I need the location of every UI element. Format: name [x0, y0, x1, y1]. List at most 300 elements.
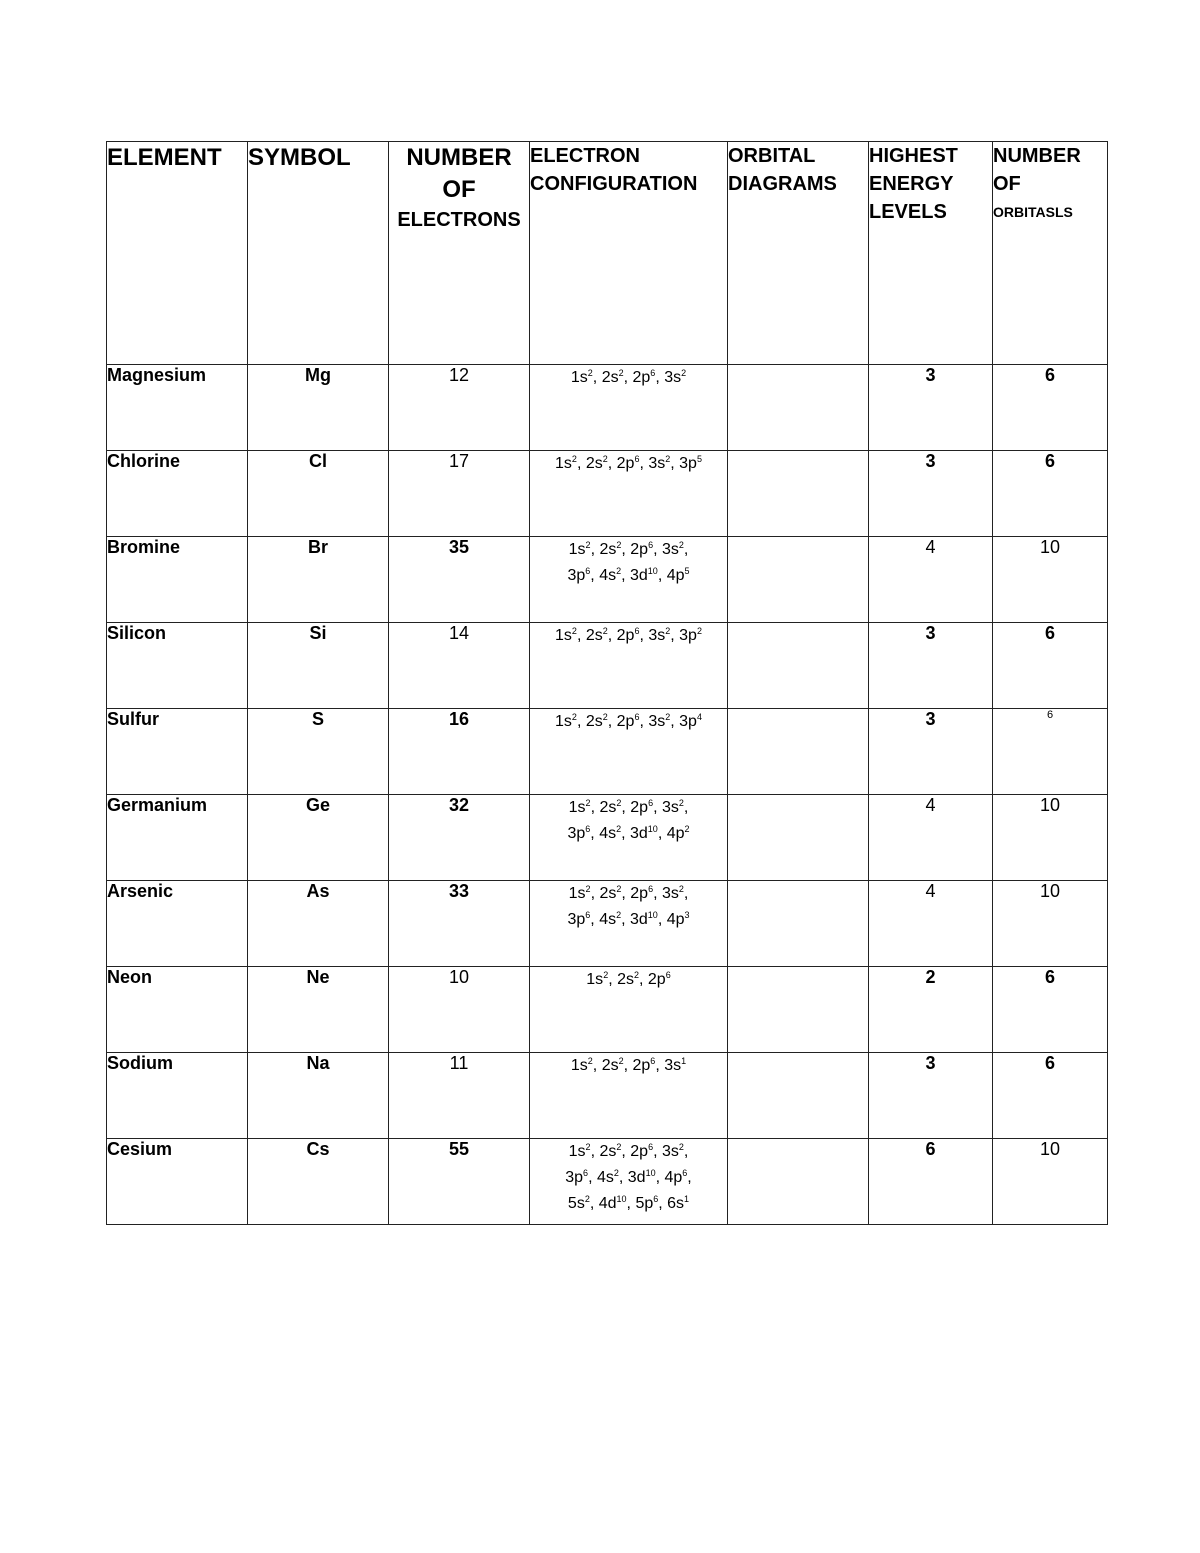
- orbital-label: 4s: [599, 911, 617, 928]
- orbital-label: 2p: [616, 713, 635, 730]
- element-name-cell: Sulfur: [107, 709, 248, 795]
- orbital-count-cell: 6: [993, 967, 1108, 1053]
- orbital-term: [630, 825, 658, 842]
- orbital-term: [648, 627, 670, 644]
- orbital-label: 2p: [632, 1057, 651, 1074]
- electron-configuration-cell: [530, 881, 728, 967]
- orbital-electron-count: 6: [585, 910, 591, 920]
- orbital-term: [664, 1169, 687, 1186]
- orbital-electron-count: 2: [678, 798, 684, 808]
- orbital-label: 3p: [679, 455, 697, 472]
- orbital-electron-count: 2: [602, 712, 608, 722]
- orbital-electron-count: 6: [682, 1168, 688, 1178]
- orbital-electron-count: 6: [650, 368, 656, 378]
- orbital-electron-count: 1: [681, 1056, 687, 1066]
- orbital-count-cell: 10: [993, 1139, 1108, 1225]
- orbital-term: [555, 627, 577, 644]
- header-element-label: ELEMENT: [107, 144, 222, 171]
- header-energy-line-3: LEVELS: [869, 201, 947, 223]
- table-row: [107, 881, 1108, 967]
- orbital-count-cell: 6: [993, 1053, 1108, 1139]
- electron-count-cell: 17: [389, 451, 530, 537]
- table-row: [107, 795, 1108, 881]
- orbital-label: 4p: [666, 567, 685, 584]
- element-symbol-cell: Cs: [248, 1139, 389, 1225]
- orbital-count-cell: 10: [993, 881, 1108, 967]
- header-electrons-line-2: OF: [442, 176, 476, 203]
- energy-level-cell: 3: [869, 1053, 993, 1139]
- orbital-term: [662, 799, 684, 816]
- configuration-line: $5s^2$, $4d^{10}$, $5p^6$, $6s^1$: [567, 1194, 690, 1212]
- orbital-term: [586, 455, 608, 472]
- configuration-line: $3p^6$, $4s^2$, $3d^{10}$, $4p^5$: [567, 566, 690, 584]
- orbital-label: 3p: [565, 1169, 584, 1186]
- orbital-label: 3p: [567, 911, 586, 928]
- orbital-electron-count: 2: [616, 824, 622, 834]
- orbital-electron-count: 6: [634, 626, 640, 636]
- orbital-electron-count: 2: [571, 454, 577, 464]
- electron-count-cell: 11: [389, 1053, 530, 1139]
- orbital-term: [567, 825, 590, 842]
- header-row: [107, 142, 1108, 365]
- orbital-electron-count: 2: [584, 1194, 590, 1204]
- element-symbol-cell: Mg: [248, 365, 389, 451]
- header-diagrams-line-2: DIAGRAMS: [728, 173, 837, 195]
- orbital-electron-count: 5: [696, 454, 702, 464]
- orbital-electron-count: 2: [587, 368, 593, 378]
- orbital-label: 2p: [616, 627, 635, 644]
- electron-configuration-cell: [530, 1139, 728, 1225]
- orbital-electron-count: 1: [684, 1194, 690, 1204]
- configuration-line: $1s^2$, $2s^2$, $2p^6$, $3s^2$,: [568, 540, 689, 558]
- orbital-term: [630, 567, 658, 584]
- orbital-term: [599, 799, 621, 816]
- element-name-cell: Sodium: [107, 1053, 248, 1139]
- orbital-label: 2p: [630, 885, 649, 902]
- orbital-electron-count: 6: [583, 1168, 589, 1178]
- orbital-electron-count: 2: [616, 566, 622, 576]
- element-symbol-cell: Ne: [248, 967, 389, 1053]
- orbital-label: 3d: [630, 911, 648, 928]
- orbital-label: 3p: [567, 825, 586, 842]
- orbital-label: 2s: [585, 713, 603, 730]
- element-symbol-cell: Si: [248, 623, 389, 709]
- orbital-label: 2s: [585, 627, 603, 644]
- orbital-term: [648, 713, 670, 730]
- header-config-line-2: CONFIGURATION: [530, 173, 698, 195]
- orbital-electron-count: 2: [585, 884, 591, 894]
- orbital-term: [628, 1169, 656, 1186]
- electron-configuration-cell: [530, 795, 728, 881]
- header-electron-configuration: [530, 142, 728, 365]
- orbital-electron-count: 3: [684, 910, 690, 920]
- element-name-cell: Neon: [107, 967, 248, 1053]
- orbital-diagram-cell: [728, 1139, 869, 1225]
- orbital-term: [567, 911, 590, 928]
- orbital-term: [599, 911, 621, 928]
- orbital-label: 1s: [568, 885, 586, 902]
- orbital-label: 4s: [599, 825, 617, 842]
- orbital-term: [586, 713, 608, 730]
- header-electrons-line-3: ELECTRONS: [397, 209, 521, 231]
- orbital-term: [667, 1195, 689, 1212]
- configuration-line: $1s^2$, $2s^2$, $2p^6$, $3s^2$, $3p^4$: [555, 712, 702, 730]
- orbital-count-cell: 10: [993, 795, 1108, 881]
- orbital-term: [602, 1057, 624, 1074]
- orbital-term: [571, 1057, 593, 1074]
- orbital-label: 1s: [570, 369, 588, 386]
- orbital-label: 4p: [666, 911, 685, 928]
- orbital-electron-count: 2: [678, 540, 684, 550]
- orbital-label: 2p: [630, 1143, 649, 1160]
- orbital-label: 2s: [599, 799, 617, 816]
- orbital-term: [635, 1195, 658, 1212]
- configuration-line: $3p^6$, $4s^2$, $3d^{10}$, $4p^6$,: [565, 1168, 692, 1186]
- orbital-label: 2s: [617, 971, 634, 988]
- header-highest-energy-levels: [869, 142, 993, 365]
- electron-count-cell: 12: [389, 365, 530, 451]
- orbital-electron-count: 2: [634, 970, 640, 980]
- orbital-term: [555, 713, 577, 730]
- orbital-electron-count: 2: [678, 1142, 684, 1152]
- orbital-term: [569, 799, 591, 816]
- table-row: [107, 967, 1108, 1053]
- orbital-term: [617, 627, 640, 644]
- orbital-electron-count: 10: [616, 1194, 627, 1204]
- orbital-term: [679, 713, 702, 730]
- orbital-term: [569, 541, 591, 558]
- orbital-electron-count: 6: [648, 798, 654, 808]
- orbital-label: 3p: [679, 713, 697, 730]
- orbital-electron-count: 10: [647, 910, 658, 920]
- element-name-cell: Bromine: [107, 537, 248, 623]
- orbital-term: [630, 1143, 653, 1160]
- electron-configuration-cell: [530, 451, 728, 537]
- orbital-electron-count: 2: [585, 540, 591, 550]
- orbital-label: 3s: [661, 1143, 679, 1160]
- electron-count-cell: 10: [389, 967, 530, 1053]
- orbital-electron-count: 2: [613, 1168, 619, 1178]
- orbital-term: [633, 369, 656, 386]
- orbital-label: 4d: [598, 1195, 617, 1212]
- orbital-term: [617, 713, 640, 730]
- electron-configuration-cell: [530, 623, 728, 709]
- orbital-electron-count: 6: [634, 712, 640, 722]
- configuration-line: $1s^2$, $2s^2$, $2p^6$, $3s^2$,: [568, 798, 689, 816]
- header-number-of-orbitals: [993, 142, 1108, 365]
- orbital-term: [599, 825, 621, 842]
- orbital-term: [586, 627, 608, 644]
- orbital-electron-count: 6: [650, 1056, 656, 1066]
- orbital-term: [667, 911, 690, 928]
- orbital-electron-count: 10: [645, 1168, 656, 1178]
- orbital-term: [667, 825, 690, 842]
- orbital-electron-count: 6: [585, 566, 591, 576]
- orbital-term: [630, 885, 653, 902]
- header-energy-line-1: HIGHEST: [869, 145, 958, 167]
- orbital-term: [599, 885, 621, 902]
- orbital-diagram-cell: [728, 1053, 869, 1139]
- energy-level-cell: 3: [869, 623, 993, 709]
- header-orbitals-line-3: ORBITASLS: [993, 204, 1073, 220]
- element-name-cell: Silicon: [107, 623, 248, 709]
- orbital-term: [597, 1169, 619, 1186]
- orbital-term: [633, 1057, 656, 1074]
- orbital-electron-count: 2: [571, 712, 577, 722]
- orbital-label: 3p: [567, 567, 586, 584]
- orbital-label: 3d: [630, 825, 648, 842]
- orbital-electron-count: 2: [616, 540, 622, 550]
- orbital-electron-count: 2: [587, 1056, 593, 1066]
- element-symbol-cell: S: [248, 709, 389, 795]
- orbital-label: 1s: [570, 1057, 588, 1074]
- orbital-term: [565, 1169, 588, 1186]
- orbital-electron-count: 4: [696, 712, 702, 722]
- orbital-term: [555, 455, 577, 472]
- configuration-line: $3p^6$, $4s^2$, $3d^{10}$, $4p^3$: [567, 910, 690, 928]
- orbital-term: [599, 541, 621, 558]
- element-name-cell: Chlorine: [107, 451, 248, 537]
- orbital-label: 3s: [664, 1057, 682, 1074]
- header-element: [107, 142, 248, 365]
- orbital-electron-count: 2: [603, 970, 609, 980]
- header-orbitals-line-2: OF: [993, 173, 1021, 195]
- orbital-term: [602, 369, 624, 386]
- orbital-electron-count: 6: [648, 884, 654, 894]
- orbital-count-cell: 6: [993, 451, 1108, 537]
- orbital-term: [586, 971, 608, 988]
- element-name-cell: Germanium: [107, 795, 248, 881]
- header-symbol-label: SYMBOL: [248, 144, 351, 171]
- orbital-label: 3s: [648, 455, 666, 472]
- header-electrons-line-1: NUMBER: [406, 144, 512, 171]
- orbital-electron-count: 2: [585, 1142, 591, 1152]
- orbital-electron-count: 2: [616, 910, 622, 920]
- orbital-term: [630, 541, 653, 558]
- orbital-term: [664, 1057, 686, 1074]
- orbital-label: 2p: [630, 799, 649, 816]
- orbital-electron-count: 2: [618, 368, 624, 378]
- orbital-label: 2p: [632, 369, 651, 386]
- header-orbital-diagrams: [728, 142, 869, 365]
- orbital-term: [599, 567, 621, 584]
- orbital-term: [630, 799, 653, 816]
- orbital-label: 2s: [601, 369, 619, 386]
- configuration-line: $1s^2$, $2s^2$, $2p^6$, $3s^1$: [570, 1056, 687, 1074]
- configuration-line: $1s^2$, $2s^2$, $2p^6$, $3s^2$,: [568, 1142, 689, 1160]
- orbital-electron-count: 6: [585, 824, 591, 834]
- orbital-count-cell: 6: [993, 709, 1108, 795]
- orbital-label: 1s: [555, 455, 572, 472]
- orbital-label: 3s: [661, 799, 679, 816]
- element-table: [106, 141, 1108, 1225]
- electron-count-cell: 33: [389, 881, 530, 967]
- orbital-label: 5s: [567, 1195, 585, 1212]
- orbital-label: 2p: [630, 541, 649, 558]
- orbital-label: 1s: [568, 799, 586, 816]
- orbital-electron-count: 6: [653, 1194, 659, 1204]
- orbital-diagram-cell: [728, 623, 869, 709]
- energy-level-cell: 3: [869, 365, 993, 451]
- energy-level-cell: 3: [869, 709, 993, 795]
- orbital-electron-count: 2: [681, 368, 687, 378]
- orbital-count-cell: 10: [993, 537, 1108, 623]
- electron-configuration-cell: [530, 1053, 728, 1139]
- header-number-of-electrons: [389, 142, 530, 365]
- electron-configuration-cell: [530, 709, 728, 795]
- orbital-term: [568, 1195, 590, 1212]
- orbital-electron-count: 2: [585, 798, 591, 808]
- orbital-diagram-cell: [728, 537, 869, 623]
- orbital-electron-count: 6: [634, 454, 640, 464]
- orbital-label: 3s: [648, 627, 666, 644]
- orbital-diagram-cell: [728, 881, 869, 967]
- orbital-term: [664, 369, 686, 386]
- orbital-diagram-cell: [728, 365, 869, 451]
- electron-count-cell: 55: [389, 1139, 530, 1225]
- table-row: [107, 451, 1108, 537]
- orbital-label: 3s: [664, 369, 682, 386]
- energy-level-cell: 2: [869, 967, 993, 1053]
- orbital-label: 3s: [661, 885, 679, 902]
- orbital-label: 2p: [647, 971, 666, 988]
- configuration-line: $1s^2$, $2s^2$, $2p^6$, $3s^2$: [570, 368, 687, 386]
- orbital-diagram-cell: [728, 451, 869, 537]
- orbital-label: 2s: [601, 1057, 619, 1074]
- orbital-label: 2s: [585, 455, 603, 472]
- orbital-electron-count: 2: [571, 626, 577, 636]
- orbital-count-cell: 6: [993, 365, 1108, 451]
- table-body: [107, 365, 1108, 1225]
- orbital-label: 3d: [627, 1169, 646, 1186]
- table-row: [107, 1139, 1108, 1225]
- orbital-label: 6s: [667, 1195, 685, 1212]
- element-symbol-cell: Br: [248, 537, 389, 623]
- orbital-electron-count: 2: [696, 626, 702, 636]
- orbital-term: [599, 1195, 627, 1212]
- configuration-line: $1s^2$, $2s^2$, $2p^6$: [586, 970, 671, 988]
- orbital-diagram-cell: [728, 795, 869, 881]
- orbital-label: 1s: [568, 541, 586, 558]
- orbital-term: [662, 1143, 684, 1160]
- orbital-electron-count: 2: [665, 712, 671, 722]
- orbital-label: 4s: [599, 567, 617, 584]
- configuration-line: $1s^2$, $2s^2$, $2p^6$, $3s^2$, $3p^5$: [555, 454, 702, 472]
- electron-configuration-cell: [530, 537, 728, 623]
- orbital-electron-count: 2: [616, 798, 622, 808]
- orbital-label: 2s: [599, 885, 617, 902]
- orbital-electron-count: 6: [665, 970, 671, 980]
- orbital-label: 1s: [555, 713, 572, 730]
- orbital-label: 3p: [679, 627, 697, 644]
- element-symbol-cell: Na: [248, 1053, 389, 1139]
- orbital-term: [648, 971, 671, 988]
- orbital-diagram-cell: [728, 967, 869, 1053]
- electron-count-cell: 16: [389, 709, 530, 795]
- orbital-label: 1s: [586, 971, 604, 988]
- orbital-electron-count: 2: [616, 884, 622, 894]
- energy-level-cell: 4: [869, 881, 993, 967]
- orbital-electron-count: 2: [678, 884, 684, 894]
- element-name-cell: Cesium: [107, 1139, 248, 1225]
- orbital-electron-count: 6: [648, 540, 654, 550]
- orbital-electron-count: 10: [647, 566, 658, 576]
- orbital-label: 4p: [666, 825, 685, 842]
- orbital-term: [569, 885, 591, 902]
- orbital-label: 3s: [661, 541, 679, 558]
- table-row: [107, 365, 1108, 451]
- orbital-electron-count: 6: [648, 1142, 654, 1152]
- table-row: [107, 709, 1108, 795]
- orbital-label: 1s: [555, 627, 572, 644]
- orbital-term: [630, 911, 658, 928]
- orbital-electron-count: 10: [647, 824, 658, 834]
- orbital-term: [648, 455, 670, 472]
- orbital-term: [571, 369, 593, 386]
- orbital-electron-count: 2: [616, 1142, 622, 1152]
- header-orbitals-line-1: NUMBER: [993, 145, 1081, 167]
- orbital-label: 5p: [635, 1195, 654, 1212]
- orbital-term: [679, 627, 702, 644]
- element-symbol-cell: Ge: [248, 795, 389, 881]
- header-config-line-1: ELECTRON: [530, 145, 640, 167]
- element-symbol-cell: Cl: [248, 451, 389, 537]
- configuration-line: $3p^6$, $4s^2$, $3d^{10}$, $4p^2$: [567, 824, 690, 842]
- orbital-electron-count: 2: [684, 824, 690, 834]
- orbital-label: 3s: [648, 713, 666, 730]
- orbital-term: [662, 885, 684, 902]
- electron-count-cell: 32: [389, 795, 530, 881]
- orbital-label: 2s: [599, 541, 617, 558]
- electron-count-cell: 14: [389, 623, 530, 709]
- orbital-electron-count: 2: [602, 454, 608, 464]
- orbital-term: [567, 567, 590, 584]
- orbital-label: 3d: [630, 567, 648, 584]
- energy-level-cell: 4: [869, 795, 993, 881]
- electron-configuration-cell: [530, 967, 728, 1053]
- orbital-term: [569, 1143, 591, 1160]
- orbital-count-cell: 6: [993, 623, 1108, 709]
- energy-level-cell: 6: [869, 1139, 993, 1225]
- orbital-electron-count: 2: [618, 1056, 624, 1066]
- electron-count-cell: 35: [389, 537, 530, 623]
- orbital-term: [599, 1143, 621, 1160]
- element-symbol-cell: As: [248, 881, 389, 967]
- table-row: [107, 1053, 1108, 1139]
- table-row: [107, 623, 1108, 709]
- orbital-term: [617, 455, 640, 472]
- electron-configuration-cell: [530, 365, 728, 451]
- table-row: [107, 537, 1108, 623]
- orbital-electron-count: 2: [665, 454, 671, 464]
- header-symbol: [248, 142, 389, 365]
- element-name-cell: Magnesium: [107, 365, 248, 451]
- orbital-electron-count: 5: [684, 566, 690, 576]
- orbital-label: 1s: [568, 1143, 586, 1160]
- orbital-label: 4p: [664, 1169, 683, 1186]
- orbital-term: [679, 455, 702, 472]
- orbital-electron-count: 2: [665, 626, 671, 636]
- configuration-line: $1s^2$, $2s^2$, $2p^6$, $3s^2$,: [568, 884, 689, 902]
- energy-level-cell: 4: [869, 537, 993, 623]
- energy-level-cell: 3: [869, 451, 993, 537]
- orbital-electron-count: 2: [602, 626, 608, 636]
- header-diagrams-line-1: ORBITAL: [728, 145, 816, 167]
- header-energy-line-2: ENERGY: [869, 173, 954, 195]
- orbital-term: [667, 567, 690, 584]
- element-name-cell: Arsenic: [107, 881, 248, 967]
- orbital-term: [662, 541, 684, 558]
